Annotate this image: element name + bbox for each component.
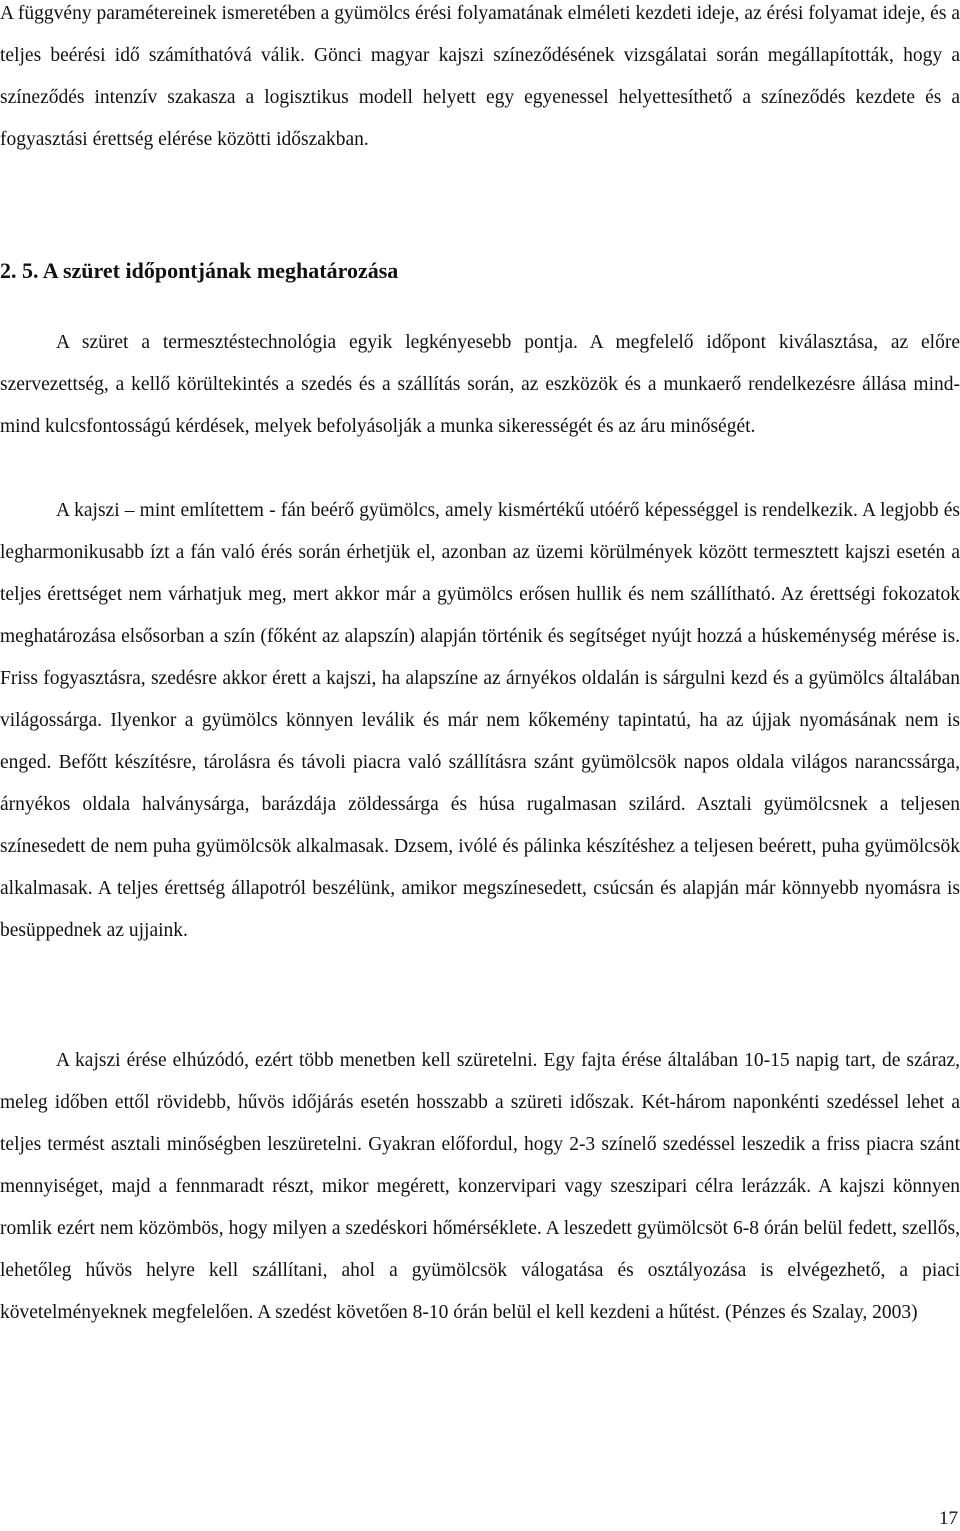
paragraph-ripeness: A kajszi – mint említettem - fán beérő gyümölcs, amely kismértékű utóérő képességgel is rendelkezik. A legjobb és legharmonikusabb ízt a fán való érés során érhetjük el, azonban az üzemi körülmények között termesztett kajszi esetén a teljes érettséget nem várhatjuk meg, mert akkor már a gyümölcs erősen hullik és nem szállítható. Az érettségi fokozatok meghatározása elsősorban a szín (főként az alapszín) alapján történik és segítséget nyújt hozzá a húskeménység mérése is. Friss fogyasztásra, szedésre akkor érett a kajszi, ha alapszíne az árnyékos oldalán is sárgulni kezd és a gyümölcs általában világossárga. Ilyenkor a gyümölcs könnyen leválik és már nem kőkemény tapintatú, ha az újjak nyomásának nem is enged. Befőtt készítésre, tárolásra és távoli piacra való szállításra szánt gyümölcsök napos oldala világos narancssárga, árnyékos oldala halványsárga, barázdája zöldessárga és húsa rugalmasan szilárd. Asztali gyümölcsnek a teljesen színesedett de nem puha gyümölcsök alkalmasak. Dzsem, ivólé és pálinka készítéshez a teljesen beérett, puha gyümölcsök alkalmasak. A teljes érettség állapotról beszélünk, amikor megszínesedett, csúcsán és alapján már könnyebb nyomásra is besüppednek az ujjaink. [0,500,960,941]
paragraph-intro: A függvény paramétereinek ismeretében a gyümölcs érési folyamatának elméleti kezdeti ideje, az érési folyamat ideje, és a teljes beérési idő számíthatóvá válik. Gönci magyar kajszi színeződésének vizsgálatai során megállapították, hogy a színeződés intenzív szakasza a logisztikus modell helyett egy egyenessel helyettesíthető a színeződés kezdete és a fogyasztási érettség elérése közötti időszakban. [0,3,960,150]
page-number: 17 [939,1508,958,1529]
section-heading: 2. 5. A szüret időpontjának meghatározása [0,258,399,283]
paragraph-harvest-timing: A kajszi érése elhúzódó, ezért több menetben kell szüretelni. Egy fajta érése általában 10-15 napig tart, de száraz, meleg időben ettől rövidebb, hűvös időjárás esetén hosszabb a szüreti időszak. Két-három naponkénti szedéssel lehet a teljes termést asztali minőségben leszüretelni. Gyakran előfordul, hogy 2-3 színelő szedéssel leszedik a friss piacra szánt mennyiséget, majd a fennmaradt részt, mikor megérett, konzervipari vagy szeszipari célra lerázzák. A kajszi könnyen romlik ezért nem közömbös, hogy milyen a szedéskori hőmérséklete. A leszedett gyümölcsöt 6-8 órán belül fedett, szellős, lehetőleg hűvös helyre kell szállítani, ahol a gyümölcsök válogatása és osztályozása is elvégezhető, a piaci követelményeknek megfelelően. A szedést követően 8-10 órán belül el kell kezdeni a hűtést. (Pénzes és Szalay, 2003) [0,1050,960,1323]
paragraph-harvest-intro: A szüret a termesztéstechnológia egyik legkényesebb pontja. A megfelelő időpont kiválasztása, az előre szervezettség, a kellő körültekintés a szedés és a szállítás során, az eszközök és a munkaerő rendelkezésre állása mind-mind kulcsfontosságú kérdések, melyek befolyásolják a munka sikerességét és az áru minőségét. [0,332,960,437]
